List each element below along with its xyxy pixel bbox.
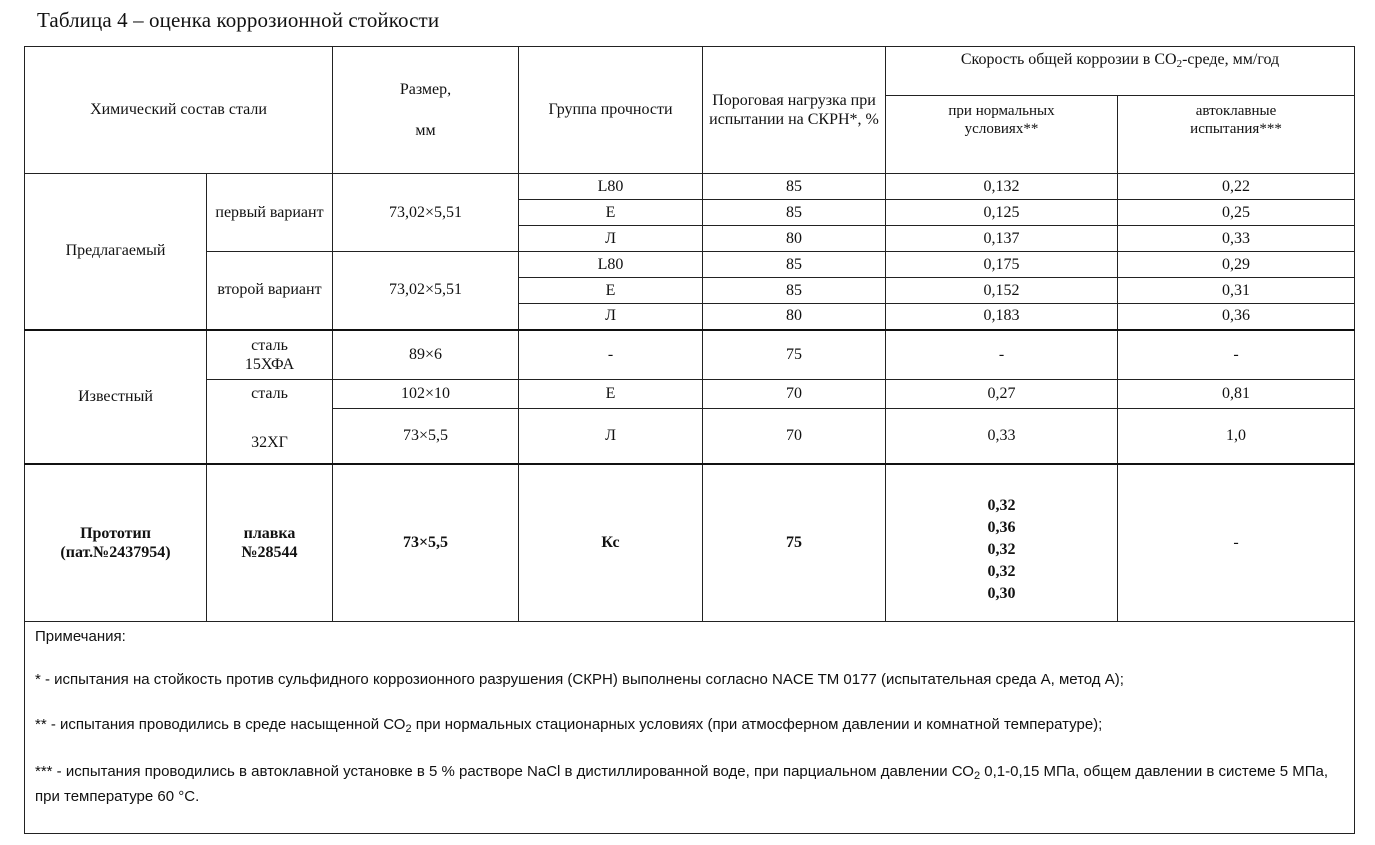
value: 0,32 <box>987 496 1016 514</box>
cell-autoclave: 0,29 <box>1118 252 1355 278</box>
cell-size: 102×10 <box>333 380 519 409</box>
cell-group: L80 <box>519 174 703 200</box>
cell-normal: 0,137 <box>886 226 1118 252</box>
header-corrosion-rate <box>886 47 1355 96</box>
header-autoclave: автоклавные испытания*** <box>1118 96 1355 174</box>
cell-group: Л <box>519 226 703 252</box>
cell-load: 85 <box>703 252 886 278</box>
cell-group: L80 <box>519 252 703 278</box>
header-threshold: Пороговая нагрузка при испытании на СКРН*, % <box>703 47 886 174</box>
variant1-size: 73,02×5,51 <box>333 174 519 252</box>
cell-load: 85 <box>703 200 886 226</box>
value: 0,36 <box>987 518 1016 536</box>
header-normal-conditions: при нормальных условиях** <box>886 96 1118 174</box>
note-1: * - испытания на стойкость против сульфидного коррозионного разрушения (СКРН) выполнены согласно NACE TM 0177 (испытательная среда А, метод А); <box>35 671 1124 688</box>
header-corrosion-rate-sub: 2 <box>1176 58 1183 70</box>
header-corrosion-rate-suffix: -среде, мм/год <box>1182 51 1280 68</box>
known-label: Известный <box>25 330 207 464</box>
prototype-label-line2: (пат.№2437954) <box>60 543 171 561</box>
steel1-label: сталь 15ХФА <box>207 330 333 380</box>
cell-group: Кс <box>519 464 703 622</box>
cell-group: Е <box>519 200 703 226</box>
prototype-melt-line1: плавка <box>243 524 296 542</box>
cell-load: 70 <box>703 380 886 409</box>
note-3-prefix: *** - испытания проводились в автоклавной установке в 5 % растворе NaCl в дистиллированной воде, при парциальном давлении СО <box>35 763 974 781</box>
cell-autoclave: 1,0 <box>1118 409 1355 464</box>
note-2-sub: 2 <box>405 723 412 736</box>
cell-normal: - <box>886 330 1118 380</box>
cell-autoclave: 0,22 <box>1118 174 1355 200</box>
note-2-suffix: при нормальных стационарных условиях (при атмосферном давлении и комнатной температуре); <box>411 716 1103 734</box>
steel2-label <box>207 380 333 464</box>
value: 0,32 <box>987 562 1016 580</box>
table-row <box>25 252 1355 278</box>
cell-load: 80 <box>703 304 886 330</box>
prototype-label <box>25 464 207 622</box>
cell-size: 73×5,5 <box>333 409 519 464</box>
cell-normal: 0,125 <box>886 200 1118 226</box>
note-2-prefix: ** - испытания проводились в среде насыщенной СО <box>35 716 406 734</box>
cell-autoclave: 0,25 <box>1118 200 1355 226</box>
header-corrosion-rate-prefix: Скорость общей коррозии в СО <box>960 51 1177 68</box>
variant1-label: первый вариант <box>207 174 333 252</box>
header-size-line1: Размер, <box>399 80 452 98</box>
notes-heading: Примечания: <box>35 628 126 645</box>
variant2-size: 73,02×5,51 <box>333 252 519 330</box>
cell-group: Е <box>519 380 703 409</box>
table-row <box>25 464 1355 622</box>
notes <box>25 622 1355 834</box>
cell-load: 85 <box>703 174 886 200</box>
table-row <box>25 380 1355 409</box>
variant2-label: второй вариант <box>207 252 333 330</box>
proposed-label: Предлагаемый <box>25 174 207 330</box>
cell-size: 73×5,5 <box>333 464 519 622</box>
cell-normal: 0,152 <box>886 278 1118 304</box>
value: 0,32 <box>987 540 1016 558</box>
cell-autoclave: 0,81 <box>1118 380 1355 409</box>
cell-group: Л <box>519 409 703 464</box>
note-3-sub: 2 <box>973 770 981 783</box>
cell-group: Л <box>519 304 703 330</box>
header-strength-group: Группа прочности <box>519 47 703 174</box>
prototype-melt-line2: №28544 <box>241 543 298 561</box>
note-3 <box>35 760 1344 808</box>
cell-autoclave: 0,36 <box>1118 304 1355 330</box>
note-2 <box>35 713 1344 738</box>
prototype-normal-values <box>886 464 1118 622</box>
notes-row <box>25 622 1355 834</box>
cell-load: 70 <box>703 409 886 464</box>
table-row <box>25 330 1355 380</box>
corrosion-resistance-table <box>24 46 1355 834</box>
cell-normal: 0,175 <box>886 252 1118 278</box>
cell-autoclave: - <box>1118 330 1355 380</box>
cell-group: - <box>519 330 703 380</box>
cell-normal: 0,132 <box>886 174 1118 200</box>
cell-normal: 0,27 <box>886 380 1118 409</box>
cell-autoclave: 0,31 <box>1118 278 1355 304</box>
prototype-melt <box>207 464 333 622</box>
steel2-label-top: сталь <box>251 385 288 402</box>
header-size <box>333 47 519 174</box>
table-row <box>25 174 1355 200</box>
table-title: Таблица 4 – оценка коррозионной стойкости <box>37 8 440 32</box>
cell-normal: 0,33 <box>886 409 1118 464</box>
cell-load: 75 <box>703 464 886 622</box>
cell-autoclave: - <box>1118 464 1355 622</box>
steel2-label-bottom: 32ХГ <box>251 434 288 452</box>
cell-size: 89×6 <box>333 330 519 380</box>
prototype-label-line1: Прототип <box>80 524 151 542</box>
header-row-1 <box>25 47 1355 96</box>
header-size-line2: мм <box>415 122 436 139</box>
value: 0,30 <box>987 584 1016 602</box>
cell-autoclave: 0,33 <box>1118 226 1355 252</box>
note-3-suffix: 0,1-0,15 МПа, общем давлении в системе 5 МПа, при температуре 60 °С. <box>35 763 1329 806</box>
header-composition: Химический состав стали <box>25 47 333 174</box>
cell-load: 75 <box>703 330 886 380</box>
cell-load: 85 <box>703 278 886 304</box>
cell-group: Е <box>519 278 703 304</box>
cell-load: 80 <box>703 226 886 252</box>
cell-normal: 0,183 <box>886 304 1118 330</box>
